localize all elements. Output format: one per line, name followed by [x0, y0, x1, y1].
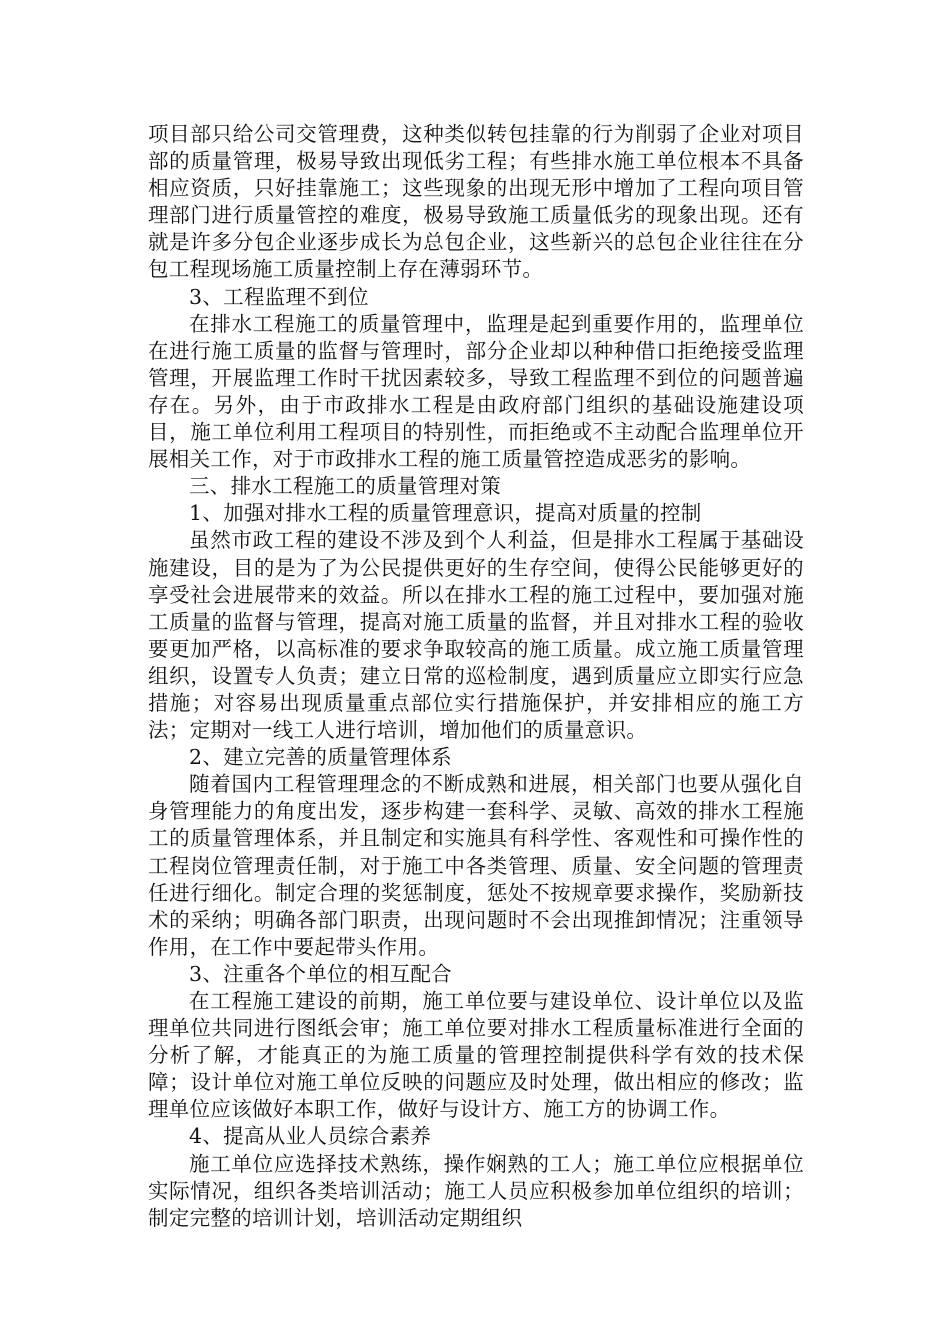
paragraph-system: 随着国内工程管理理念的不断成熟和进展，相关部门也要从强化自身管理能力的角度出发，逐步构建一套科学、灵敏、高效的排水工程施工的质量管理体系，并且制定和实施具有科学性、客观性和可操作性的工程岗位管理责任制，对于施工中各类管理、质量、安全问题的管理责任进行细化。制定合理的奖惩制度，惩处不按规章要求操作，奖励新技术的采纳；明确各部门职责，出现问题时不会出现推卸情况；注重领导作用，在工作中要起带头作用。 — [148, 772, 804, 959]
document-body — [148, 121, 804, 1232]
section-heading-staff: 4、提高从业人员综合素养 — [189, 1124, 432, 1149]
section-heading-cooperation: 3、注重各个单位的相互配合 — [189, 961, 452, 986]
section-heading-system: 2、建立完善的质量管理体系 — [189, 745, 452, 770]
paragraph-supervision: 在排水工程施工的质量管理中，监理是起到重要作用的，监理单位在进行施工质量的监督与管理时，部分企业却以种种借口拒绝接受监理管理，开展监理工作时干扰因素较多，导致工程监理不到位的问题普遍存在。另外，由于市政排水工程是由政府部门组织的基础设施建设项目，施工单位利用工程项目的特别性，而拒绝或不主动配合监理单位开展相关工作，对于市政排水工程的施工质量管控造成恶劣的影响。 — [148, 311, 804, 472]
paragraph-awareness: 虽然市政工程的建设不涉及到个人利益，但是排水工程属于基础设施建设，目的是为了为公民提供更好的生存空间，使得公民能够更好的享受社会进展带来的效益。所以在排水工程的施工过程中，要加强对施工质量的监督与管理，提高对施工质量的监督，并且对排水工程的验收要更加严格，以高标准的要求争取较高的施工质量。成立施工质量管理组织，设置专人负责；建立日常的巡检制度，遇到质量应立即实行应急措施；对容易出现质量重点部位实行措施保护，并安排相应的施工方法；定期对一线工人进行培训，增加他们的质量意识。 — [148, 528, 804, 743]
section-heading-supervision: 3、工程监理不到位 — [189, 284, 369, 309]
paragraph-staff: 施工单位应选择技术熟练，操作娴熟的工人；施工单位应根据单位实际情况，组织各类培训活动；施工人员应积极参加单位组织的培训；制定完整的培训计划，培训活动定期组织 — [148, 1151, 804, 1230]
paragraph-cooperation: 在工程施工建设的前期，施工单位要与建设单位、设计单位以及监理单位共同进行图纸会审；施工单位要对排水工程质量标准进行全面的分析了解，才能真正的为施工质量的管理控制提供科学有效的技术保障；设计单位对施工单位反映的问题应及时处理，做出相应的修改；监理单位应该做好本职工作，做好与设计方、施工方的协调工作。 — [148, 989, 804, 1122]
section-heading-awareness: 1、加强对排水工程的质量管理意识，提高对质量的控制 — [189, 501, 702, 526]
paragraph-continuation: 项目部只给公司交管理费，这种类似转包挂靠的行为削弱了企业对项目部的质量管理，极易导致出现低劣工程；有些排水施工单位根本不具备相应资质，只好挂靠施工；这些现象的出现无形中增加了工程向项目管理部门进行质量管控的难度，极易导致施工质量低劣的现象出现。还有就是许多分包企业逐步成长为总包企业，这些新兴的总包企业往往在分包工程现场施工质量控制上存在薄弱环节。 — [148, 122, 804, 282]
chapter-heading-countermeasures: 三、排水工程施工的质量管理对策 — [189, 474, 501, 499]
